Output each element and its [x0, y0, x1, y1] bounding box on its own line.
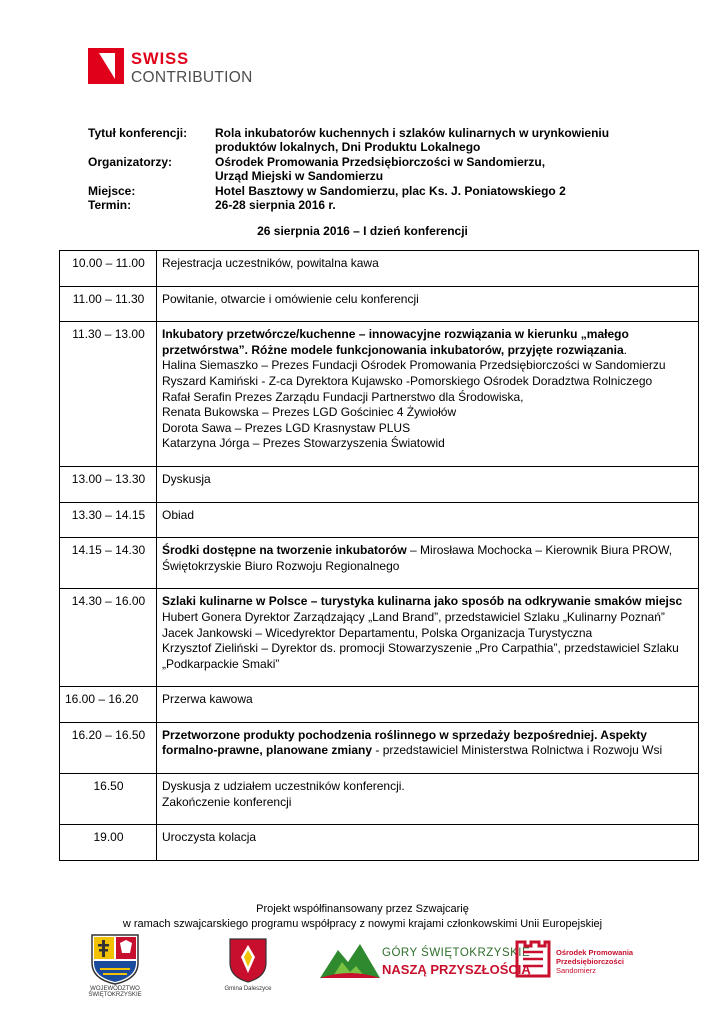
time-cell: 14.30 – 16.00 — [60, 589, 157, 687]
wojewodztwo-coat-of-arms-icon — [90, 933, 140, 985]
time-cell: 14.15 – 14.30 — [60, 538, 157, 589]
agenda-cell: Inkubatory przetwórcze/kuchenne – innowacyjne rozwiązania w kierunku „małego przetwórstwa”. Różne modele funkcjonowania inkubatorów, przyjęte rozwiązania. Halina Siemaszko – Prezes Fundacji Ośrodek Promowania Przedsiębiorczości w Sandomierzu Ryszard Kamiński - Z-ca Dyrektora Kujawsko -Pomorskiego Ośrodek Doradztwa Rolniczego Rafał Serafin Prezes Zarządu Fundacji Partnerstwo dla Środowiska, Renata Bukowska – Prezes LGD Gościniec 4 Żywiołów Dorota Sawa – Prezes LGD Krasnystaw PLUS Katarzyna Jórga – Prezes Stowarzyszenia Światowid — [157, 322, 699, 467]
agenda-cell: Dyskusja — [157, 466, 699, 502]
meta-label — [88, 169, 215, 183]
speaker-line: Hubert Gonera Dyrektor Zarządzający „Land Brand”, przedstawiciel Szlaku „Kulinarny Poznań” — [162, 609, 665, 624]
speaker-line: Krzysztof Zieliński – Dyrektor ds. promocji Stowarzyszenie „Pro Carpathia”, przedstawiciel Szlaku „Podkarpackie Smaki” — [162, 641, 679, 671]
footer-text — [0, 902, 725, 932]
agenda-line: Dyskusja z udziałem uczestników konferencji. — [162, 779, 405, 794]
table-row — [60, 286, 699, 322]
time-cell: 16.20 – 16.50 — [60, 722, 157, 773]
agenda-cell: Obiad — [157, 502, 699, 538]
table-row — [60, 825, 699, 861]
speaker-line: Rafał Serafin Prezes Zarządu Fundacji Partnerstwo dla Środowiska, — [162, 389, 524, 404]
speaker-line: Katarzyna Jórga – Prezes Stowarzyszenia Światowid — [162, 436, 445, 451]
gmina-daleszyce-coat-of-arms-icon — [228, 937, 268, 983]
agenda-cell: Rejestracja uczestników, powitalna kawa — [157, 251, 699, 287]
meta-label: Miejsce: — [88, 183, 136, 198]
footer-line-1: Projekt współfinansowany przez Szwajcarię — [256, 903, 469, 915]
speaker-line: Ryszard Kamiński - Z-ca Dyrektora Kujawsko -Pomorskiego Ośrodek Doradztwa Rolniczego — [162, 373, 653, 388]
caption-line: ŚWIĘTOKRZYSKIE — [88, 992, 142, 998]
session-title: Szlaki kulinarne w Polsce – turystyka kulinarna jako sposób na odkrywanie smaków miejsc — [162, 594, 683, 609]
wojewodztwo-caption — [80, 986, 150, 998]
time-cell: 11.00 – 11.30 — [60, 286, 157, 322]
session-title: Przetworzone produkty pochodzenia roślinnego w sprzedaży bezpośredniej. Aspekty formalno-prawne, planowane zmiany — [162, 727, 647, 758]
meta-value: 26-28 sierpnia 2016 r. — [215, 198, 336, 213]
swiss-flag-icon — [88, 48, 124, 84]
agenda-cell: Powitanie, otwarcie i omówienie celu konferencji — [157, 286, 699, 322]
time-cell: 16.00 – 16.20 — [60, 687, 157, 723]
meta-label: Organizatorzy: — [88, 154, 173, 169]
mountains-icon — [320, 940, 380, 980]
opp-line: Ośrodek Promowania — [556, 948, 634, 957]
logo-word-contribution: CONTRIBUTION — [131, 69, 253, 86]
opp-sandomierz-logo-icon — [514, 936, 552, 980]
agenda-cell: Przerwa kawowa — [157, 687, 699, 723]
agenda-line: Zakończenie konferencji — [162, 794, 292, 809]
caption-line: WOJEWÓDZTWO — [90, 986, 140, 992]
opp-line: Sandomierz — [556, 966, 597, 975]
meta-row-organizers — [88, 155, 648, 169]
gory-line-1: GÓRY ŚWIĘTOKRZYSKIE — [382, 947, 531, 959]
speaker-line: Renata Bukowska – Prezes LGD Gościniec 4 Żywiołów — [162, 405, 457, 420]
gory-line-2: NASZĄ PRZYSZŁOŚCIĄ — [382, 962, 531, 977]
session-detail: - przedstawiciel Ministerstwa Rolnictwa i Rozwoju Wsi — [372, 743, 663, 758]
time-cell: 10.00 – 11.00 — [60, 251, 157, 287]
footer-line-2: w ramach szwajcarskiego programu współpracy z nowymi krajami członkowskimi Unii Europejskiej — [122, 918, 603, 930]
meta-row-organizers-2 — [88, 169, 648, 183]
time-cell: 19.00 — [60, 825, 157, 861]
table-row — [60, 322, 699, 467]
opp-line: Przedsiębiorczości — [556, 957, 624, 966]
time-cell: 11.30 – 13.00 — [60, 322, 157, 467]
logo-word-swiss: SWISS — [131, 50, 190, 68]
meta-row-place — [88, 184, 648, 198]
table-row — [60, 589, 699, 687]
time-cell: 16.50 — [60, 774, 157, 825]
session-title: Środki dostępne na tworzenie inkubatorów — [162, 543, 407, 558]
session-detail: – Mirosława Mochocka – Kierownik Biura PROW, Świętokrzyskie Biuro Rozwoju Regionalnego — [162, 543, 673, 573]
table-row — [60, 538, 699, 589]
meta-value: Hotel Basztowy w Sandomierzu, plac Ks. J. Poniatowskiego 2 — [215, 183, 566, 198]
agenda-cell — [157, 538, 699, 589]
meta-value: Rola inkubatorów kuchennych i szlaków kulinarnych w urynkowieniu produktów lokalnych, Dni Produktu Lokalnego — [215, 126, 610, 155]
conference-meta — [88, 126, 648, 212]
meta-row-title — [88, 126, 648, 155]
agenda-cell — [157, 774, 699, 825]
table-row — [60, 687, 699, 723]
speaker-line: Halina Siemaszko – Prezes Fundacji Ośrodek Promowania Przedsiębiorczości w Sandomierzu — [162, 358, 666, 373]
table-row — [60, 251, 699, 287]
agenda-cell: Uroczysta kolacja — [157, 825, 699, 861]
meta-label: Termin: — [88, 198, 132, 213]
day-heading: 26 sierpnia 2016 – I dzień konferencji — [257, 224, 468, 238]
time-cell: 13.00 – 13.30 — [60, 466, 157, 502]
session-title: Inkubatory przetwórcze/kuchenne – innowacyjne rozwiązania w kierunku „małego przetwórstwa”. Różne modele funkcjonowania inkubatorów, przyjęte rozwiązania — [162, 327, 629, 357]
table-row — [60, 466, 699, 502]
speaker-line: Jacek Jankowski – Wicedyrektor Departamentu, Polska Organizacja Turystyczna — [162, 625, 593, 640]
meta-value: Ośrodek Promowania Przedsiębiorczości w Sandomierzu, — [215, 154, 546, 169]
agenda-cell — [157, 589, 699, 687]
table-row — [60, 774, 699, 825]
table-row — [60, 502, 699, 538]
time-cell: 13.30 – 14.15 — [60, 502, 157, 538]
meta-value: Urząd Miejski w Sandomierzu — [215, 169, 384, 184]
speaker-line: Dorota Sawa – Prezes LGD Krasnystaw PLUS — [162, 420, 411, 435]
table-row — [60, 722, 699, 773]
meta-row-date — [88, 198, 648, 212]
agenda-cell — [157, 722, 699, 773]
opp-logo-text — [556, 948, 633, 975]
schedule-table — [59, 250, 699, 861]
meta-label: Tytuł konferencji: — [88, 126, 188, 140]
gmina-caption: Gmina Daleszyce — [224, 986, 272, 992]
swiss-contribution-logo — [88, 48, 263, 88]
